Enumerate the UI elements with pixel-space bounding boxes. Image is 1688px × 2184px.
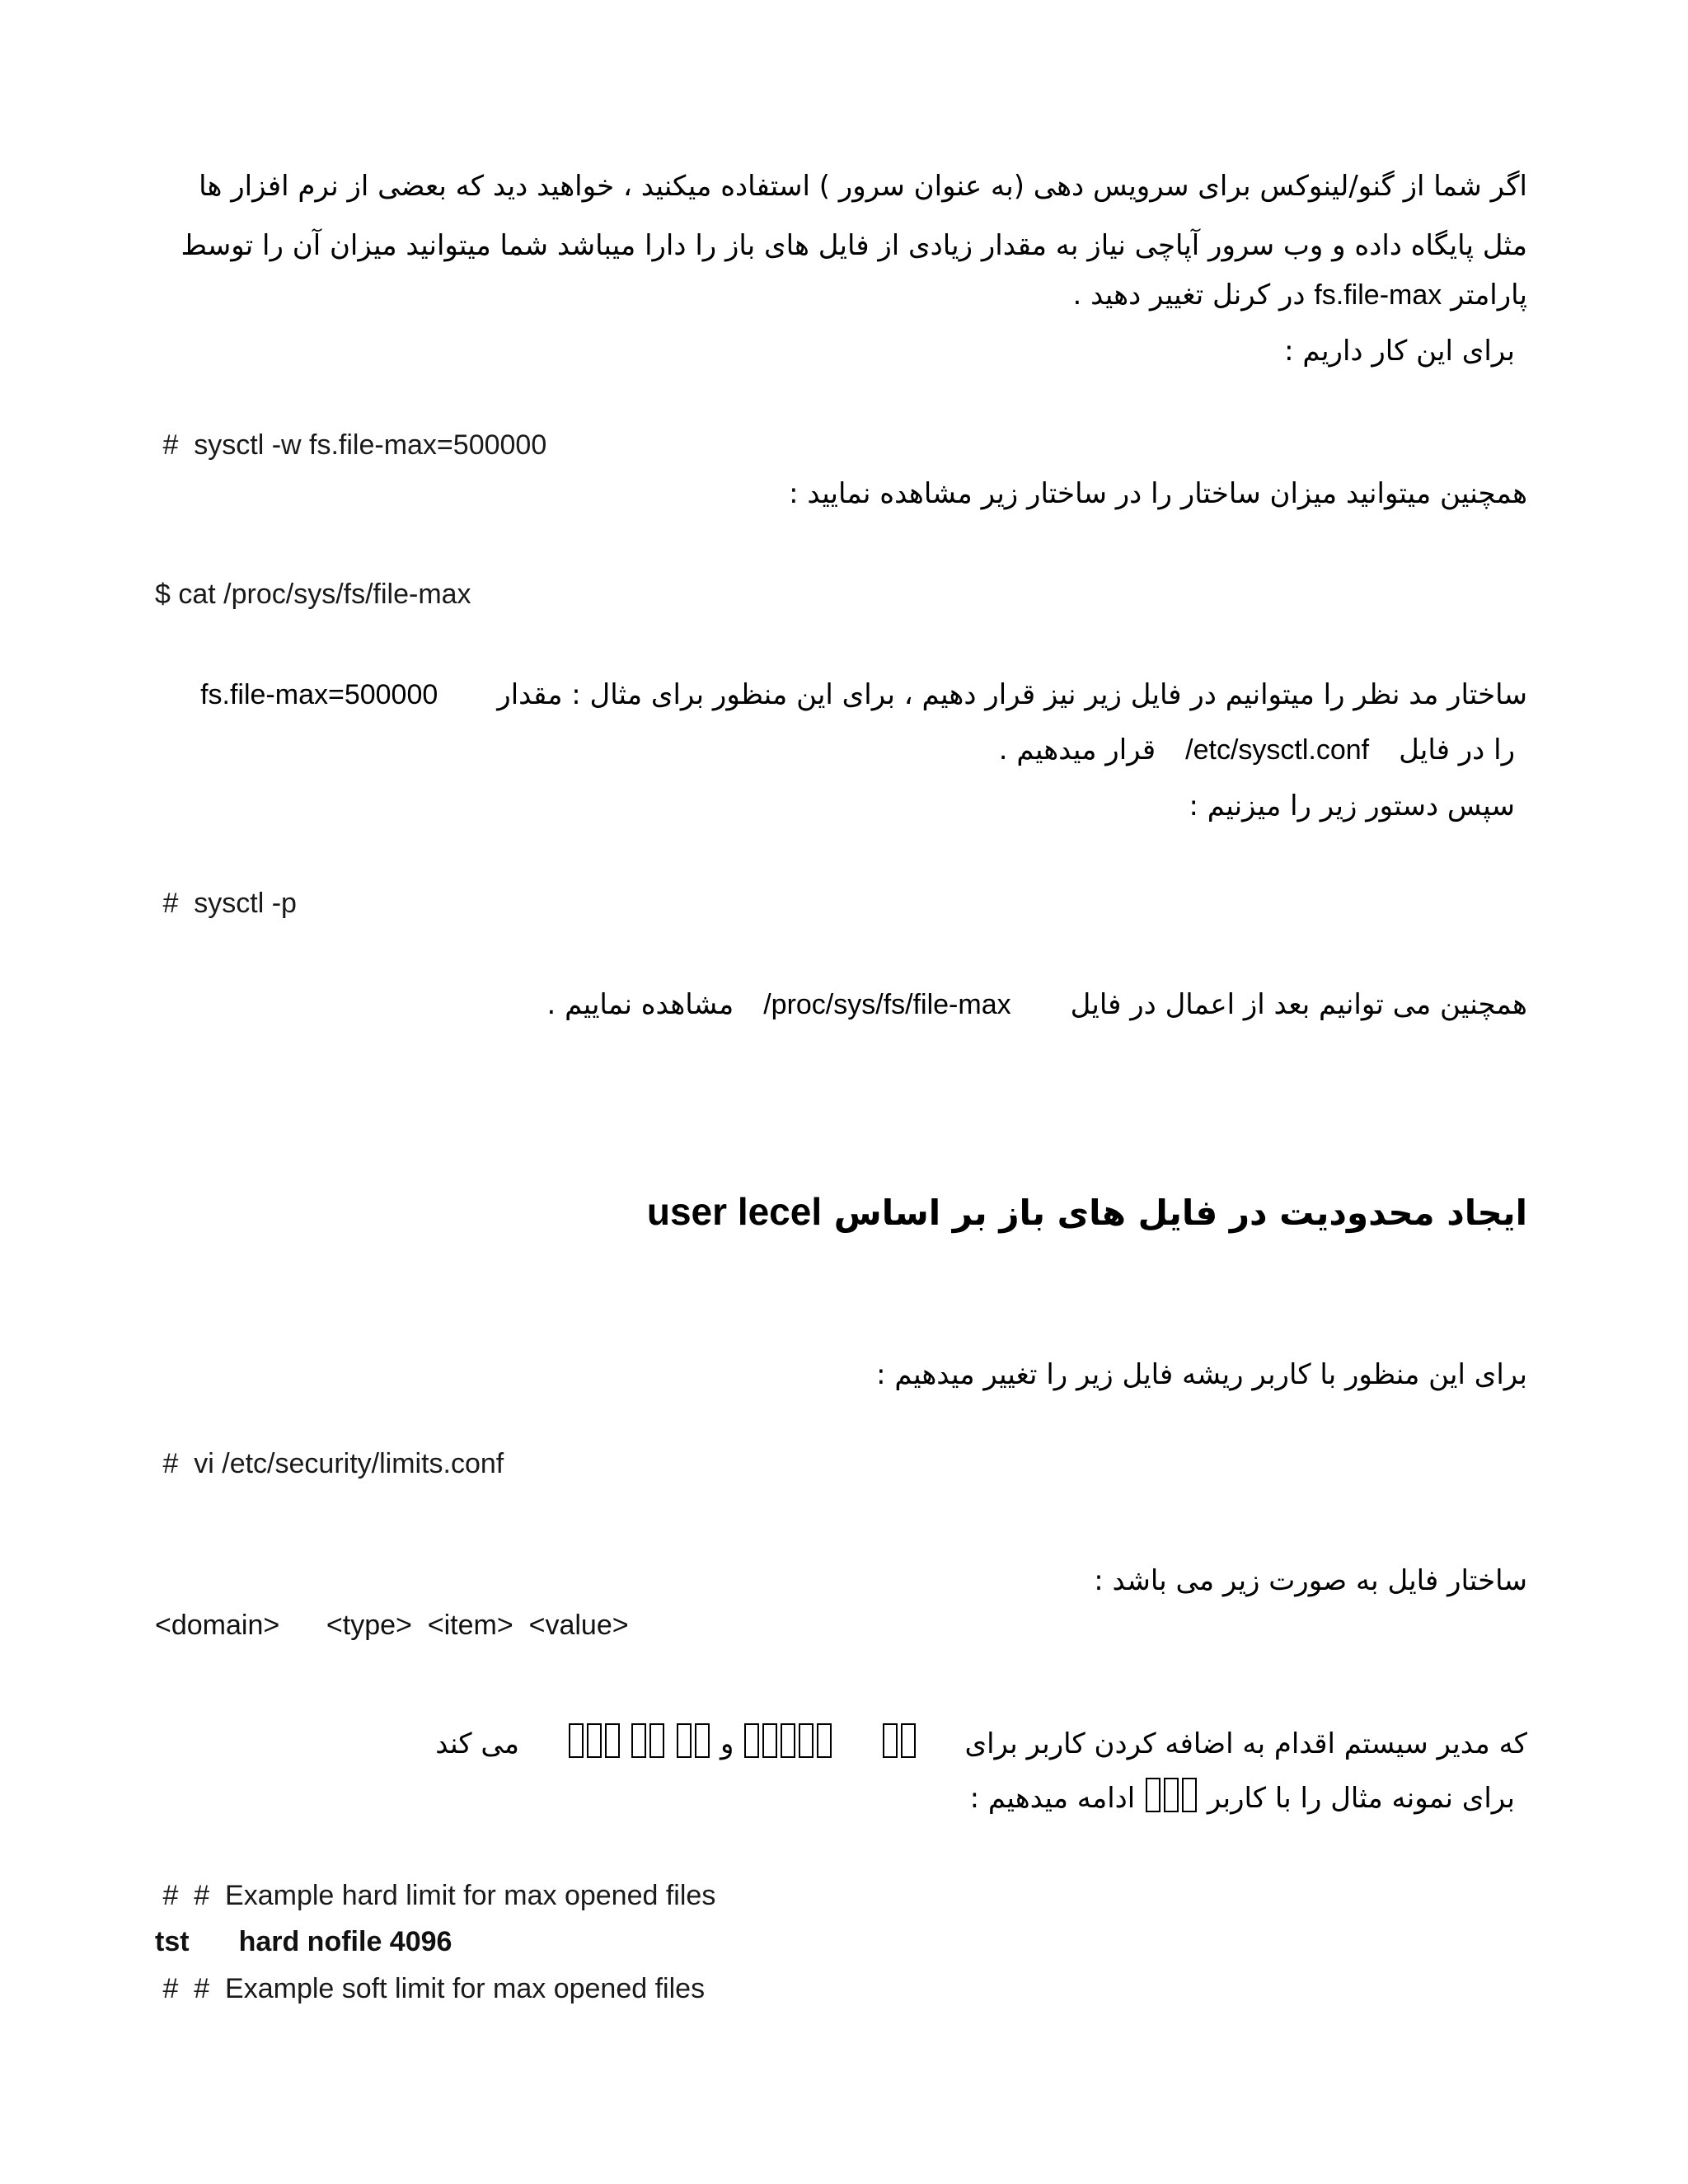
missing-glyphs-1	[881, 1714, 917, 1774]
missing-glyphs-6	[1144, 1769, 1198, 1828]
comment-hard-limit: # # Example hard limit for max opened files	[155, 1880, 716, 1911]
section-heading-text: ایجاد محدودیت در فایل های باز بر اساس	[822, 1193, 1527, 1233]
command-sysctl-w: # sysctl -w fs.file-max=500000	[155, 429, 547, 461]
file-para-line-2-post: قرار میدهیم .	[998, 733, 1156, 766]
missing-glyphs-5	[567, 1714, 621, 1774]
file-para-line-2-pre: را در فایل	[1399, 733, 1515, 766]
comment-soft-limit: # # Example soft limit for max opened files	[155, 1973, 706, 2004]
view-text: همچنین میتوانید میزان ساختار را در ساختار زیر مشاهده نمایید :	[789, 477, 1527, 510]
after-apply-line	[546, 975, 1527, 1034]
intro-line-4: برای این کار داریم :	[1284, 335, 1515, 368]
intro-line-2: مثل پایگاه داده و وب سرور آپاچی نیاز به مقدار زیادی از فایل های باز را دارا میباشد شما میتوانید میزان آن را توسط	[181, 229, 1527, 262]
file-max-value: fs.file-max=500000	[200, 679, 438, 710]
file-para-line-2	[999, 720, 1515, 780]
command-cat: $ cat /proc/sys/fs/file-max	[155, 579, 471, 610]
missing-glyphs-2	[743, 1714, 833, 1774]
limit-rule-text: hard nofile 4096	[238, 1926, 452, 1957]
admin-line-post: می کند	[435, 1727, 519, 1760]
missing-glyphs-4	[630, 1714, 666, 1774]
file-para-line-1-text: ساختار مد نظر را میتوانیم در فایل زیر نیز قرار دهیم ، برای این منظور برای مثال : مقدار	[497, 678, 1527, 711]
file-para-line-1	[200, 665, 1527, 724]
intro-line-3-pre: پارامتر	[1442, 279, 1527, 312]
intro-line-3-post: در کرنل تغییر دهید .	[1072, 279, 1315, 312]
example-user-post: ادامه میدهیم :	[969, 1782, 1136, 1815]
section-heading-latin: user lecel	[646, 1190, 823, 1233]
example-user-pre: برای نمونه مثال را با کاربر	[1207, 1782, 1515, 1815]
file-max-param: fs.file-max	[1314, 279, 1442, 311]
limit-rule	[155, 1919, 452, 1965]
intro-line-3	[1072, 265, 1527, 325]
command-vi: # vi /etc/security/limits.conf	[155, 1448, 504, 1479]
proc-file-max-path: /proc/sys/fs/file-max	[763, 989, 1011, 1020]
admin-line-and: و	[720, 1727, 734, 1760]
admin-line	[435, 1714, 1527, 1774]
root-edit-text: برای این منظور با کاربر ریشه فایل زیر را تغییر میدهیم :	[876, 1358, 1527, 1391]
example-user-line	[970, 1769, 1515, 1828]
structure-format: <domain> <type> <item> <value>	[155, 1610, 629, 1641]
missing-glyphs-3	[675, 1714, 711, 1774]
after-apply-pre: همچنین می توانیم بعد از اعمال در فایل	[1070, 988, 1527, 1021]
after-apply-post: مشاهده نماییم .	[546, 988, 734, 1021]
file-para-line-3: سپس دستور زیر را میزنیم :	[1189, 790, 1515, 823]
intro-line-1: اگر شما از گنو/لینوکس برای سرویس دهی (به عنوان سرور ) استفاده میکنید ، خواهید دید که بعضی از نرم افزار ها	[199, 170, 1527, 203]
command-sysctl-p: # sysctl -p	[155, 888, 297, 919]
section-heading	[647, 1187, 1527, 1238]
sysctl-conf-path: /etc/sysctl.conf	[1185, 734, 1370, 766]
limit-user: tst	[155, 1926, 190, 1957]
structure-label: ساختار فایل به صورت زیر می باشد :	[1094, 1564, 1527, 1597]
admin-line-pre: که مدیر سیستم اقدام به اضافه کردن کاربر برای	[964, 1727, 1527, 1760]
